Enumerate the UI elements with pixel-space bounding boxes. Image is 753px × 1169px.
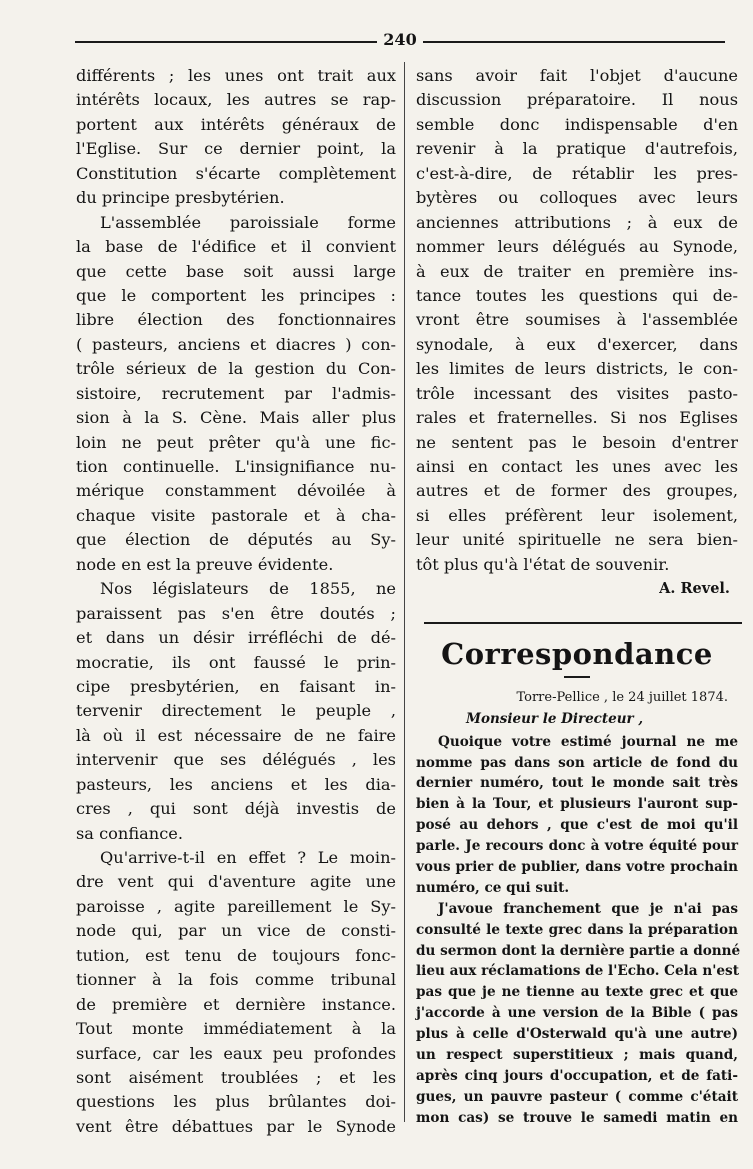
left-column-line: node en est la preuve évidente. xyxy=(76,554,334,574)
left-column-line: de première et dernière instance. xyxy=(76,994,396,1014)
left-column-line: que cette base soit aussi large xyxy=(76,261,396,281)
left-column-line: paraissent pas s'en être doutés ; xyxy=(76,603,396,623)
left-column-line: sistoire, recrutement par l'admis- xyxy=(76,383,396,403)
left-column-line: loin ne peut prêter qu'à une fic- xyxy=(76,432,396,452)
left-column-line: tution, est tenu de toujours fonc- xyxy=(76,945,396,965)
left-column-line: que élection de députés au Sy- xyxy=(76,530,396,550)
left-column-line: que le comportent les principes : xyxy=(76,285,396,305)
left-column-line: sa confiance. xyxy=(76,823,184,843)
letter-body xyxy=(416,732,741,1129)
left-column-line: mocratie, ils ont faussé le prin- xyxy=(76,652,396,672)
right-column-line: bytères ou colloques avec leurs xyxy=(416,188,738,208)
page-header xyxy=(75,30,725,50)
right-column-line: revenir à la pratique d'autrefois, xyxy=(416,139,738,159)
letter-line: dernier numéro, tout le monde sait très xyxy=(416,775,738,792)
left-column-line: paroisse , agite pareillement le Sy- xyxy=(76,896,396,916)
left-column-line: Qu'arrive-t-il en effet ? Le moin- xyxy=(100,848,396,867)
letter-line: vous prier de publier, dans votre prochain xyxy=(416,858,738,875)
right-column-line: semble donc indispensable d'en xyxy=(416,114,738,134)
letter-line: plus à celle d'Osterwald qu'à une autre) xyxy=(416,1026,738,1043)
left-column-line: surface, car les eaux peu profondes xyxy=(76,1043,396,1063)
left-column-line: L'assemblée paroissiale forme xyxy=(100,212,396,232)
column-divider xyxy=(404,62,405,1122)
right-column-line: tôt plus qu'à l'état de souvenir. xyxy=(416,554,670,574)
right-column-line: si elles préfèrent leur isolement, xyxy=(416,505,738,525)
left-column-line: sont aisément troublées ; et les xyxy=(76,1067,396,1087)
right-column-line: ne sentent pas le besoin d'entrer xyxy=(416,432,738,452)
letter-line: mon cas) se trouve le samedi matin en xyxy=(416,1109,738,1126)
letter-salutation: Monsieur le Directeur , xyxy=(466,710,644,727)
left-column-line: portent aux intérêts généraux de xyxy=(76,114,396,134)
letter-line: gues, un pauvre pasteur ( comme c'était xyxy=(416,1088,738,1105)
left-column-line: dre vent qui d'aventure agite une xyxy=(76,872,396,892)
header-rule-right xyxy=(423,41,725,43)
right-column-line: autres et de former des groupes, xyxy=(416,481,738,501)
left-column-line: Nos législateurs de 1855, ne xyxy=(100,579,396,599)
left-column-line: Tout monte immédiatement à la xyxy=(76,1019,396,1039)
letter-line: lieu aux réclamations de l'Echo. Cela n'est xyxy=(416,963,739,980)
left-column-line: l'Eglise. Sur ce dernier point, la xyxy=(76,139,396,159)
letter-line: nomme pas dans son article de fond du xyxy=(416,754,738,771)
letter-dateline: Torre-Pellice , le 24 juillet 1874. xyxy=(516,689,728,705)
right-column-line: nommer leurs délégués au Synode, xyxy=(416,237,738,257)
left-column-line: Constitution s'écarte complètement xyxy=(76,163,396,183)
left-column-line: cipe presbytérien, en faisant in- xyxy=(76,676,396,696)
section-heading: Correspondance xyxy=(441,636,713,671)
left-column-line: questions les plus brûlantes doi- xyxy=(76,1092,396,1112)
letter-line: du sermon dont la dernière partie a donné xyxy=(416,942,741,959)
left-column-line: intérêts locaux, les autres se rap- xyxy=(76,90,396,110)
left-column-line: tion continuelle. L'insignifiance nu- xyxy=(76,457,396,476)
left-column-line: vent être débattues par le Synode xyxy=(76,1116,396,1136)
letter-line: Quoique votre estimé journal ne me xyxy=(438,733,738,750)
header-rule-left xyxy=(75,41,377,43)
right-column-line: vront être soumises à l'assemblée xyxy=(416,310,738,330)
right-column-line: trôle incessant des visites pasto- xyxy=(416,383,738,403)
left-column-line: cres , qui sont déjà investis de xyxy=(76,799,396,819)
left-column-line: sion à la S. Cène. Mais aller plus xyxy=(76,408,396,428)
letter-line: j'accorde à une version de la Bible ( pas xyxy=(416,1005,738,1022)
left-column-line: mérique constamment dévoilée à xyxy=(76,481,396,501)
letter-line: posé au dehors , que c'est de moi qu'il xyxy=(416,817,738,834)
right-column-line: à eux de traiter en première ins- xyxy=(416,261,738,281)
letter-line: consulté le texte grec dans la préparation xyxy=(416,921,738,938)
page-number: 240 xyxy=(383,30,417,49)
section-rule xyxy=(424,622,742,624)
left-column-line: différents ; les unes ont trait aux xyxy=(76,66,396,85)
left-column-line: libre élection des fonctionnaires xyxy=(76,310,396,330)
left-column-line: là où il est nécessaire de ne faire xyxy=(76,725,396,745)
left-column xyxy=(76,64,396,1139)
right-column-line: c'est-à-dire, de rétablir les pres- xyxy=(416,163,738,183)
left-column-line: chaque visite pastorale et à cha- xyxy=(76,505,396,525)
right-column-line: rales et fraternelles. Si nos Eglises xyxy=(416,408,738,428)
right-column-line: leur unité spirituelle ne sera bien- xyxy=(416,530,738,550)
right-column-line: tance toutes les questions qui de- xyxy=(416,285,738,305)
letter-line: un respect superstitieux ; mais quand, xyxy=(416,1046,738,1063)
letter-line: parle. Je recours donc à votre équité pour xyxy=(416,838,738,855)
letter-line: numéro, ce qui suit. xyxy=(416,879,570,896)
author-signature: A. Revel. xyxy=(659,580,730,598)
right-column-line: synodale, à eux d'exercer, dans xyxy=(416,334,738,354)
right-column xyxy=(416,64,741,1129)
left-column-line: tervenir directement le peuple , xyxy=(76,701,396,721)
left-column-line: ( pasteurs, anciens et diacres ) con- xyxy=(76,334,396,354)
left-column-line: et dans un désir irréfléchi de dé- xyxy=(76,628,396,648)
left-column-line: node qui, par un vice de consti- xyxy=(76,921,396,941)
left-column-line: la base de l'édifice et il convient xyxy=(76,237,396,257)
heading-ornament-rule xyxy=(564,676,590,678)
left-column-line: pasteurs, les anciens et les dia- xyxy=(76,774,396,794)
letter-line: après cinq jours d'occupation, et de fati- xyxy=(416,1067,738,1084)
right-column-line: discussion préparatoire. Il nous xyxy=(416,90,738,110)
article-continuation xyxy=(416,64,738,577)
right-column-line: sans avoir fait l'objet d'aucune xyxy=(416,66,738,85)
left-column-line: du principe presbytérien. xyxy=(76,188,285,208)
right-column-line: les limites de leurs districts, le con- xyxy=(416,359,738,379)
letter-line: bien à la Tour, et plusieurs l'auront sup- xyxy=(416,796,738,813)
left-column-line: intervenir que ses délégués , les xyxy=(76,750,396,770)
letter-line: J'avoue franchement que je n'ai pas xyxy=(438,900,738,917)
left-column-line: trôle sérieux de la gestion du Con- xyxy=(76,359,396,379)
right-column-line: ainsi en contact les unes avec les xyxy=(416,457,738,476)
letter-line: pas que je ne tienne au texte grec et que xyxy=(416,984,738,1001)
right-column-line: anciennes attributions ; à eux de xyxy=(416,212,738,232)
left-column-line: tionner à la fois comme tribunal xyxy=(76,970,396,990)
